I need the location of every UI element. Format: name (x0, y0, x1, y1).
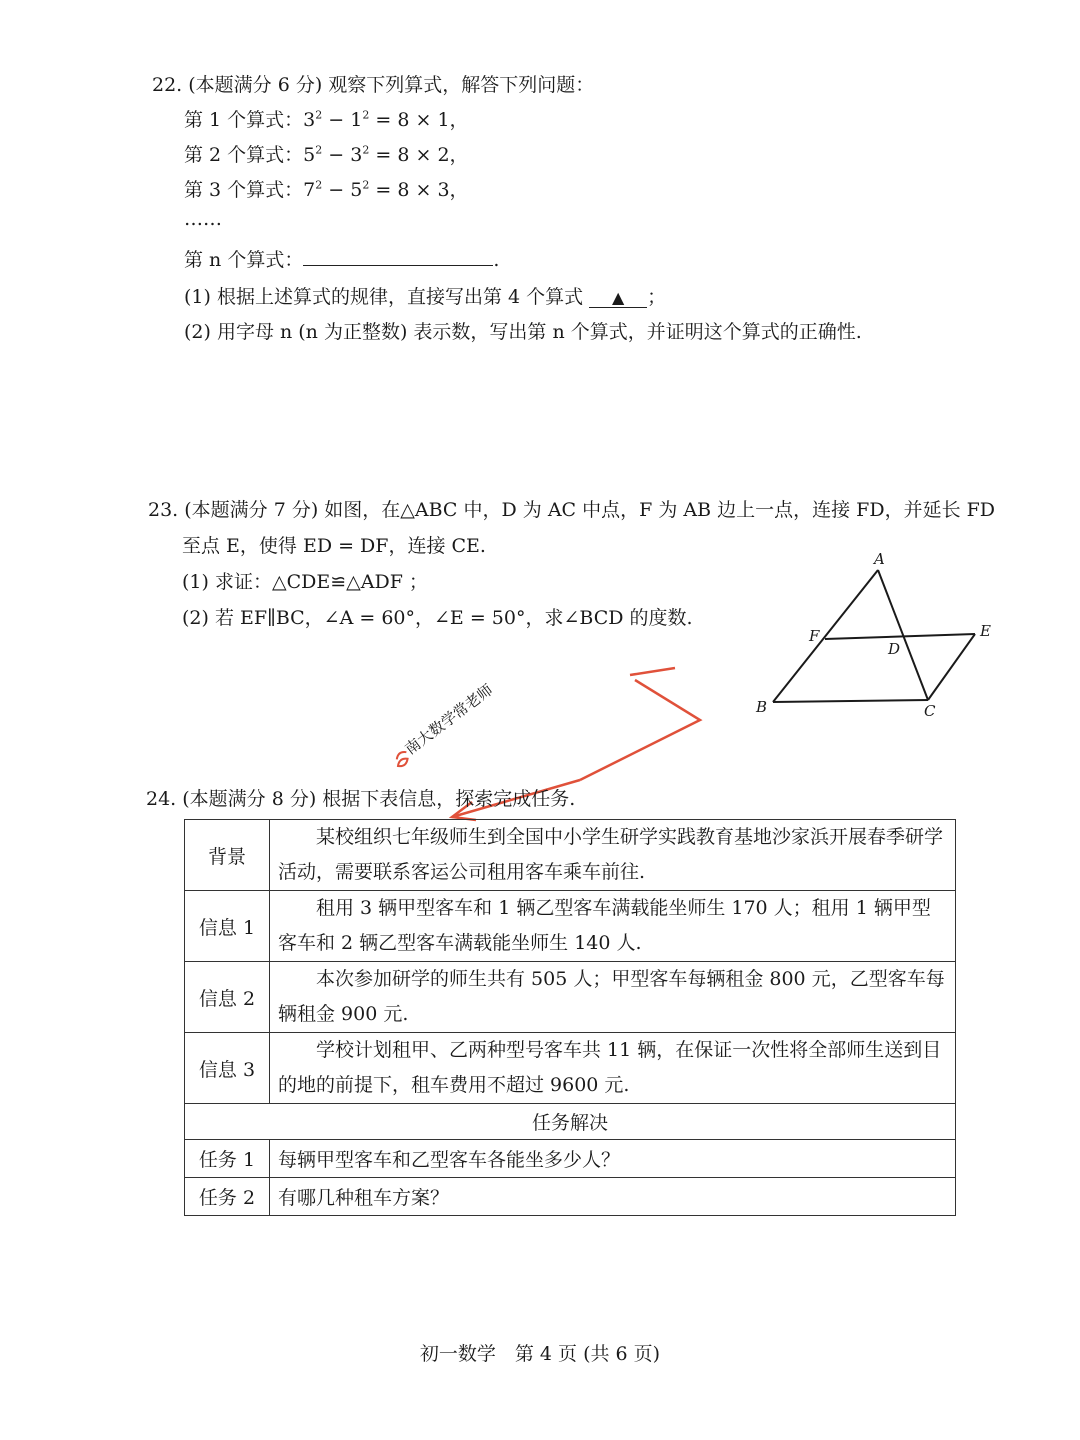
row-label: 信息 3 (185, 1033, 270, 1104)
section-header: 任务解决 (185, 1104, 956, 1140)
q22-title: 22. (本题满分 6 分) 观察下列算式，解答下列问题： (152, 74, 595, 96)
answer-blank[interactable] (303, 247, 493, 266)
row-text: 某校组织七年级师生到全国中小学生研学实践教育基地沙家浜开展春季研学活动，需要联系客运公司租用客车乘车前往. (270, 820, 956, 891)
q22-part-1: (1) 根据上述算式的规律，直接写出第 4 个算式 ▲ ； (184, 286, 667, 308)
label-c: C (924, 702, 936, 720)
label-a: A (874, 550, 885, 568)
label-f: F (809, 627, 820, 645)
row-text: 租用 3 辆甲型客车和 1 辆乙型客车满载能坐师生 170 人；租用 1 辆甲型客车和 2 辆乙型客车满载能坐师生 140 人. (270, 891, 956, 962)
q24-title: 24. (本题满分 8 分) 根据下表信息，探索完成任务. (146, 788, 576, 810)
q22-part-2: (2) 用字母 n (n 为正整数) 表示数，写出第 n 个算式，并证明这个算式的正确性. (184, 321, 862, 343)
q22-formula-1: 第 1 个算式：$3^2 - 1^2 = 8 \times 1$， (184, 108, 469, 131)
label-d: D (888, 640, 901, 658)
task-label: 任务 2 (185, 1178, 270, 1216)
row-label: 背景 (185, 820, 270, 891)
segment-fe (825, 634, 975, 639)
q23-part-2: (2) 若 EF∥BC，∠A = 60°，∠E = 50°，求∠BCD 的度数. (182, 607, 693, 629)
q23-line-1: 23. (本题满分 7 分) 如图，在△ABC 中，D 为 AC 中点，F 为 AB 边上一点，连接 FD，并延长 FD (148, 499, 996, 521)
table-row (185, 1104, 956, 1140)
q23-part-1: (1) 求证：△CDE≌△ADF ； (182, 571, 428, 593)
q22-ellipsis: …… (184, 208, 222, 230)
row-label: 信息 1 (185, 891, 270, 962)
row-label: 信息 2 (185, 962, 270, 1033)
task-text: 每辆甲型客车和乙型客车各能坐多少人？ (270, 1140, 956, 1178)
table-row (185, 1178, 956, 1216)
row-text: 本次参加研学的师生共有 505 人；甲型客车每辆租金 800 元，乙型客车每辆租金 900 元. (270, 962, 956, 1033)
table-row (185, 1140, 956, 1178)
q23-line-2: 至点 E，使得 ED = DF，连接 CE. (182, 535, 486, 557)
table-row (185, 1033, 956, 1104)
label-e: E (980, 622, 991, 640)
q22-formula-3: 第 3 个算式：$7^2 - 5^2 = 8 \times 3$， (184, 178, 469, 201)
q22-nth-formula: 第 n 个算式： . (184, 249, 500, 271)
triangle-figure (740, 550, 1010, 730)
table-row (185, 962, 956, 1033)
label-b: B (756, 698, 768, 716)
table-row (185, 891, 956, 962)
row-text: 学校计划租甲、乙两种型号客车共 11 辆，在保证一次性将全部师生送到目的地的前提下，租车费用不超过 9600 元. (270, 1033, 956, 1104)
q22-formula-2: 第 2 个算式：$5^2 - 3^2 = 8 \times 2$， (184, 143, 469, 166)
triangle-blank: ▲ (589, 288, 647, 308)
page-footer: 初一数学 第 4 页 (共 6 页) (419, 1343, 661, 1365)
segment-ce (928, 634, 975, 700)
task-text: 有哪几种租车方案？ (270, 1178, 956, 1216)
task-label: 任务 1 (185, 1140, 270, 1178)
segment-ab (773, 570, 878, 702)
watermark-text: 南大数学常老师 (401, 680, 497, 759)
info-table (184, 819, 956, 1216)
table-row (185, 820, 956, 891)
segment-bc (773, 700, 928, 702)
